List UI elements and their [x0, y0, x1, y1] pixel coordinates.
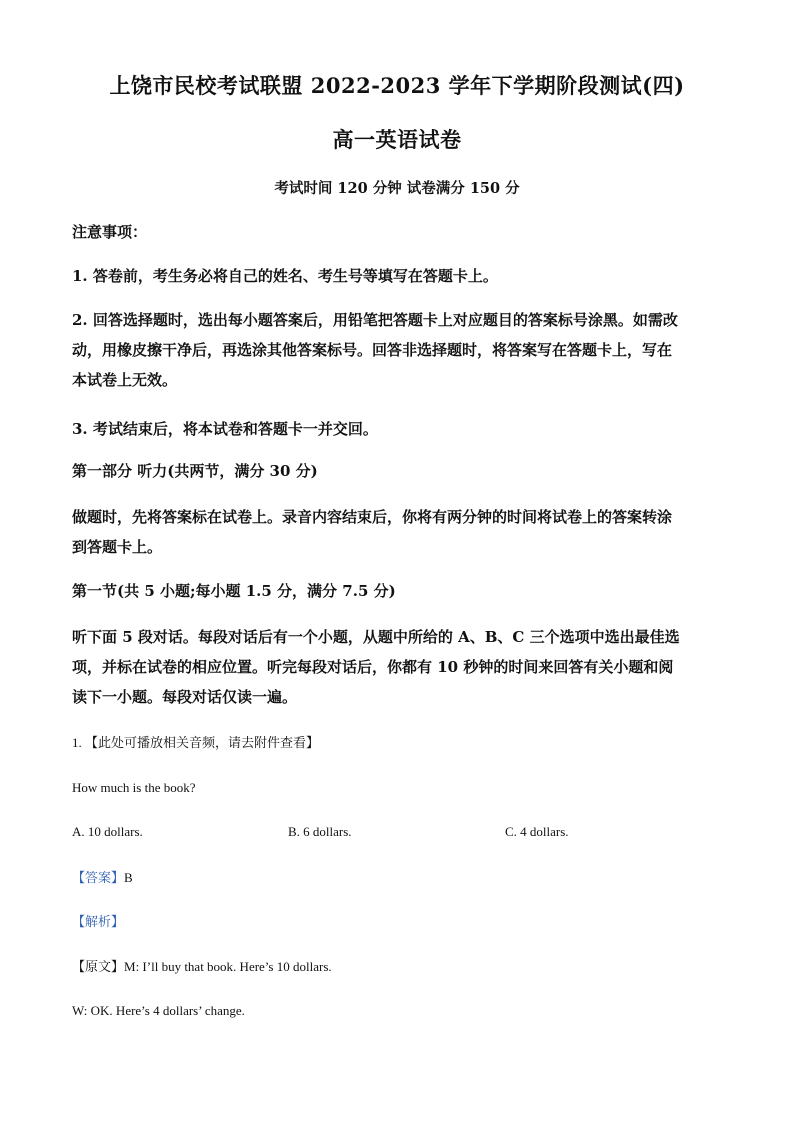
section1-instruction-line: 听下面 5 段对话。每段对话后有一个小题，从题中所给的 A、B、C 三个选项中选出最佳选 [72, 628, 680, 646]
dialogue-line-2: W: OK. Here’s 4 dollars’ change. [72, 1003, 245, 1018]
section1-instruction [72, 622, 732, 712]
answer-label: 【答案】 [72, 871, 125, 886]
section1-heading: 第一节(共 5 小题;每小题 1.5 分，满分 7.5 分) [72, 582, 396, 600]
question-1-text: How much is the book? [72, 780, 196, 795]
original-line [72, 958, 332, 977]
note-item-2 [72, 305, 732, 395]
notes-heading: 注意事项： [72, 223, 148, 241]
analysis-label: 【解析】 [72, 915, 125, 930]
option-c: C. 4 dollars. [505, 824, 569, 839]
question-number: 1. [72, 735, 82, 750]
original-text: M: I’ll buy that book. Here’s 10 dollars. [124, 959, 332, 974]
note-item-2-line: 动，用橡皮擦干净后，再选涂其他答案标号。回答非选择题时，将答案写在答题卡上，写在 [72, 341, 673, 359]
note-item-2-line: 本试卷上无效。 [72, 371, 178, 389]
section1-instruction-line: 项，并标在试卷的相应位置。听完每段对话后，你都有 10 秒钟的时间来回答有关小题和阅 [72, 658, 674, 676]
audio-note[interactable]: 【此处可播放相关音频，请去附件查看】 [85, 736, 320, 751]
part1-instruction-line: 到答题卡上。 [72, 538, 163, 556]
answer-value: B [124, 870, 133, 885]
note-item-3: 3. 考试结束后，将本试卷和答题卡一并交回。 [72, 420, 378, 438]
exam-title: 上饶市民校考试联盟 2022-2023 学年下学期阶段测试(四) [109, 73, 685, 98]
part1-instruction [72, 502, 732, 562]
question-1-header [72, 734, 319, 753]
exam-info: 考试时间 120 分钟 试卷满分 150 分 [274, 180, 520, 197]
analysis-line [72, 913, 124, 932]
note-item-2-line: 2. 回答选择题时，选出每小题答案后，用铅笔把答题卡上对应题目的答案标号涂黑。如需改 [72, 311, 678, 329]
exam-subject-title: 高一英语试卷 [332, 127, 462, 152]
original-label: 【原文】 [72, 960, 125, 975]
part1-heading: 第一部分 听力(共两节，满分 30 分) [72, 462, 318, 480]
section1-instruction-line: 读下一小题。每段对话仅读一遍。 [72, 688, 298, 706]
option-a: A. 10 dollars. [72, 824, 143, 839]
answer-line [72, 869, 133, 888]
part1-instruction-line: 做题时，先将答案标在试卷上。录音内容结束后，你将有两分钟的时间将试卷上的答案转涂 [72, 508, 673, 526]
option-b: B. 6 dollars. [288, 824, 352, 839]
note-item-1: 1. 答卷前，考生务必将自己的姓名、考生号等填写在答题卡上。 [72, 267, 498, 285]
